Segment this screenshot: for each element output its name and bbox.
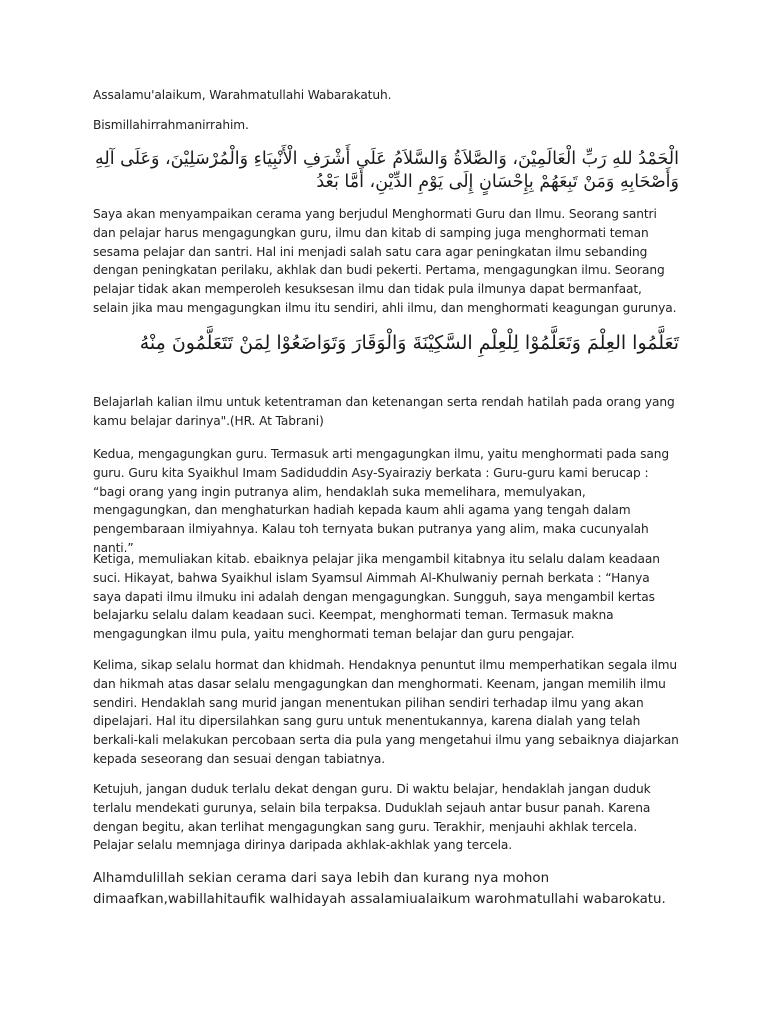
paragraph-second-point: Kedua, mengagungkan guru. Termasuk arti mengagungkan ilmu, yaitu menghormati pada sang guru. Guru kita Syaikhul Imam Sadiduddin Asy-Syairaziy berkata : Guru-guru kami berucap : “bagi orang yang ingin putranya alim, hendaklah suka memelihara, memulyakan, mengagungkan, dan menghaturkan hadiah kepada kaum ahli agama yang tengah dalam pengembaraan ilmiyahnya. Kalau toh ternyata bukan putranya yang alim, maka cucunyalah nanti.” <box>93 447 670 555</box>
basmalah-line: Bismillahirrahmanirrahim. <box>93 118 249 132</box>
paragraph-hadith-translation: Belajarlah kalian ilmu untuk ketentraman dan ketenangan serta rendah hatilah pada orang yang kamu belajar darinya".(HR. At Tabrani) <box>93 395 675 428</box>
arabic-hadith: تَعَلَّمُوا العِلْمَ وَتَعَلَّمُوْا لِلْعِلْمِ السَّكِيْنَةَ وَالْوَقَارَ وَتَوَاضَعُوْا لِمَنْ تَتَعَلَّمُونَ مِنْهُ <box>139 332 679 354</box>
paragraph-seventh-point: Ketujuh, jangan duduk terlalu dekat dengan guru. Di waktu belajar, hendaklah jangan duduk terlalu mendekati gurunya, selain bila terpaksa. Duduklah sejauh antar busur panah. Karena dengan begitu, akan terlihat mengagungkan sang guru. Terakhir, menjauhi akhlak tercela. Pelajar selalu memnjaga dirinya daripada akhlak-akhlak yang tercela. <box>93 782 651 853</box>
greeting-line: Assalamu'alaikum, Warahmatullahi Wabarakatuh. <box>93 88 392 102</box>
closing-remarks: Alhamdulillah sekian cerama dari saya lebih dan kurang nya mohon dimaafkan,wabillahitaufik walhidayah assalamiualaikum warohmatullahi wabarokatu. <box>93 871 666 907</box>
paragraph-introduction: Saya akan menyampaikan cerama yang berjudul Menghormati Guru dan Ilmu. Seorang santri dan pelajar harus mengagungkan guru, ilmu dan kitab di samping juga menghormati teman sesama pelajar dan santri. Hal ini menjadi salah satu cara agar peningkatan ilmu sebanding dengan peningkatan perilaku, akhlak dan budi pekerti. Pertama, mengagungkan ilmu. Seorang pelajar tidak akan memperoleh kesuksesan ilmu dan tidak pula ilmunya dapat bermanfaat, selain jika mau mengagungkan ilmu itu sendiri, ahli ilmu, dan menghormati keagungan gurunya. <box>93 207 677 315</box>
arabic-opening-prayer: الْحَمْدُ للهِ رَبِّ الْعَالَمِيْنَ، وَالصَّلاَةُ وَالسَّلاَمُ عَلَى أَشْرَفِ الْأَنْبِيَاءِ وَالْمُرْسَلِيْنَ، وَعَلَى آلِهِ وَأَصْحَابِهِ وَمَنْ تَبِعَهُمْ بِإِحْسَانٍ إِلَى يَوْمِ الدِّيْنِ، أَمَّا بَعْدُ <box>94 149 679 192</box>
paragraph-third-point: Ketiga, memuliakan kitab. ebaiknya pelajar jika mengambil kitabnya itu selalu dalam keadaan suci. Hikayat, bahwa Syaikhul islam Syamsul Aimmah Al-Khulwaniy pernah berkata : “Hanya saya dapati ilmu ilmuku ini adalah dengan mengagungkan. Sungguh, saya mengambil kertas belajarku selalu dalam keadaan suci. Keempat, menghormati teman. Termasuk makna mengagungkan ilmu pula, yaitu menghormati teman belajar dan guru pengajar. <box>93 552 660 642</box>
paragraph-fifth-point: Kelima, sikap selalu hormat dan khidmah. Hendaknya penuntut ilmu memperhatikan segala ilmu dan hikmah atas dasar selalu mengagungkan dan menghormati. Keenam, jangan memilih ilmu sendiri. Hendaklah sang murid jangan menentukan pilihan sendiri terhadap ilmu yang akan dipelajari. Hal itu dipersilahkan sang guru untuk menentukannya, karena dialah yang telah berkali-kali melakukan percobaan serta dia pula yang mengetahui ilmu yang sebaiknya diajarkan kepada seseorang dan sesuai dengan tabiatnya. <box>93 658 679 766</box>
